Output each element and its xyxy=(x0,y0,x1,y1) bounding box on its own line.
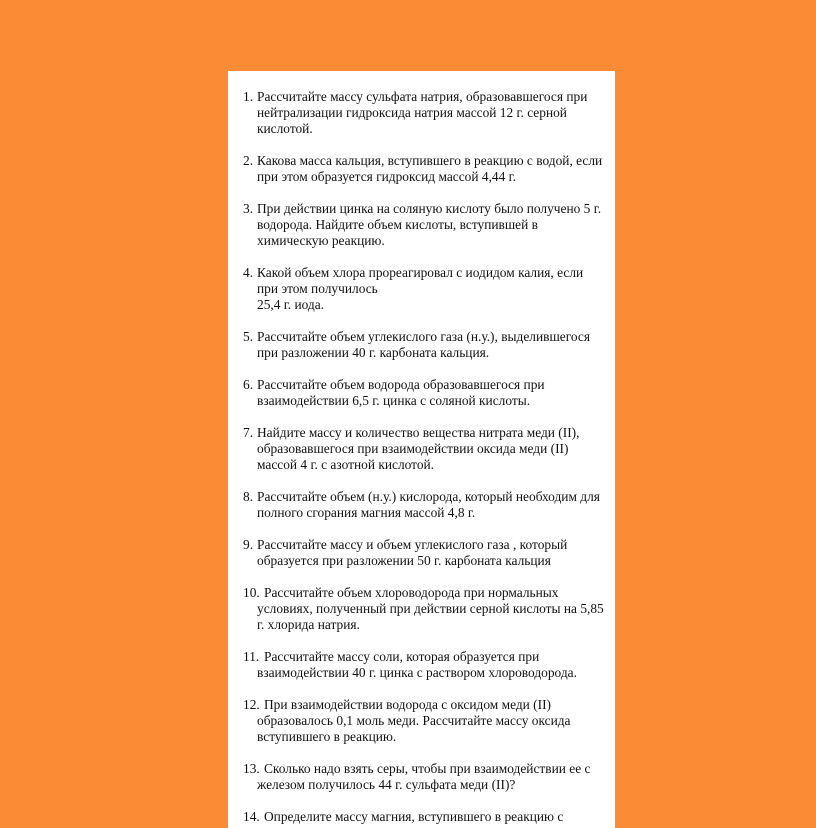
problem-text-line: химическую реакцию. xyxy=(257,233,385,248)
problem-text-line: г. хлорида натрия. xyxy=(257,617,360,632)
problem-item xyxy=(228,585,615,633)
problem-text-line: Сколько надо взять серы, чтобы при взаимодействии ее с xyxy=(264,761,591,776)
problem-item xyxy=(228,809,615,825)
problem-text-line: Рассчитайте массу сульфата натрия, образовавшегося при xyxy=(257,89,588,104)
problem-text-line: взаимодействии 40 г. цинка с раствором хлороводорода. xyxy=(257,665,577,680)
problem-text-line: Определите массу магния, вступившего в реакцию с xyxy=(264,809,564,824)
problem-text-line: нейтрализации гидроксида натрия массой 12 г. серной xyxy=(257,105,567,120)
problem-text-line: Рассчитайте объем хлороводорода при нормальных xyxy=(264,585,559,600)
problem-number: 3. xyxy=(243,201,254,216)
problem-item xyxy=(228,89,615,137)
problem-number: 8. xyxy=(243,489,254,504)
problem-text-line: Какой объем хлора прореагировал с иодидом калия, если xyxy=(257,265,584,280)
problem-text-line: образуется при разложении 50 г. карбоната кальция xyxy=(257,553,551,568)
problem-item xyxy=(228,697,615,745)
problem-item xyxy=(228,329,615,361)
problem-text-line: железом получилось 44 г. сульфата меди (II)? xyxy=(257,777,516,792)
problem-number: 4. xyxy=(243,265,254,280)
problem-item xyxy=(228,761,615,793)
problem-number: 7. xyxy=(243,425,254,440)
problem-text-line: полного сгорания магния массой 4,8 г. xyxy=(257,505,476,520)
problem-text-line: 25,4 г. иода. xyxy=(257,297,325,312)
problem-number: 14. xyxy=(243,809,260,824)
document-page xyxy=(228,71,615,828)
problem-text-line: условиях, полученный при действии серной кислоты на 5,85 xyxy=(257,601,604,616)
problem-item xyxy=(228,489,615,521)
problem-item xyxy=(228,201,615,249)
problem-text-line: Рассчитайте массу соли, которая образуется при xyxy=(264,649,540,664)
problem-text-line: Рассчитайте объем углекислого газа (н.у.), выделившегося xyxy=(257,329,591,344)
problem-text-line: кислотой. xyxy=(257,121,313,136)
problem-number: 6. xyxy=(243,377,254,392)
problem-number: 12. xyxy=(243,697,260,712)
problem-text-line: водорода. Найдите объем кислоты, вступившей в xyxy=(257,217,538,232)
problem-number: 13. xyxy=(243,761,260,776)
problem-text-line: при этом образуется гидроксид массой 4,44 г. xyxy=(257,169,516,184)
problem-item xyxy=(228,425,615,473)
problem-item xyxy=(228,377,615,409)
problem-text-line: образовавшегося при взаимодействии оксида меди (II) xyxy=(257,441,569,456)
problem-text-line: при разложении 40 г. карбоната кальция. xyxy=(257,345,490,360)
problem-text-line: массой 4 г. с азотной кислотой. xyxy=(257,457,435,472)
problem-text-line: при этом получилось xyxy=(257,281,378,296)
problem-text-line: образовалось 0,1 моль меди. Рассчитайте массу оксида xyxy=(257,713,571,728)
problem-item xyxy=(228,649,615,681)
problem-item xyxy=(228,537,615,569)
problem-text-line: взаимодействии 6,5 г. цинка с соляной кислоты. xyxy=(257,393,531,408)
problem-list xyxy=(228,89,615,828)
problem-item xyxy=(228,153,615,185)
problem-number: 5. xyxy=(243,329,254,344)
problem-number: 11. xyxy=(243,649,260,664)
problem-number: 10. xyxy=(243,585,260,600)
problem-item xyxy=(228,265,615,313)
problem-number: 2. xyxy=(243,153,254,168)
problem-number: 1. xyxy=(243,89,254,104)
problem-number: 9. xyxy=(243,537,254,552)
problem-text-line: Найдите массу и количество вещества нитрата меди (II), xyxy=(257,425,580,440)
problem-text-line: Рассчитайте объем водорода образовавшегося при xyxy=(257,377,545,392)
problem-text-line: Рассчитайте объем (н.у.) кислорода, который необходим для xyxy=(257,489,600,504)
problem-text-line: При действии цинка на соляную кислоту было получено 5 г. xyxy=(257,201,602,216)
problem-text-line: вступившего в реакцию. xyxy=(257,729,397,744)
problem-text-line: Рассчитайте массу и объем углекислого газа , который xyxy=(257,537,568,552)
problem-text-line: Какова масса кальция, вступившего в реакцию с водой, если xyxy=(257,153,603,168)
problem-text-line: При взаимодействии водорода с оксидом меди (II) xyxy=(264,697,552,712)
